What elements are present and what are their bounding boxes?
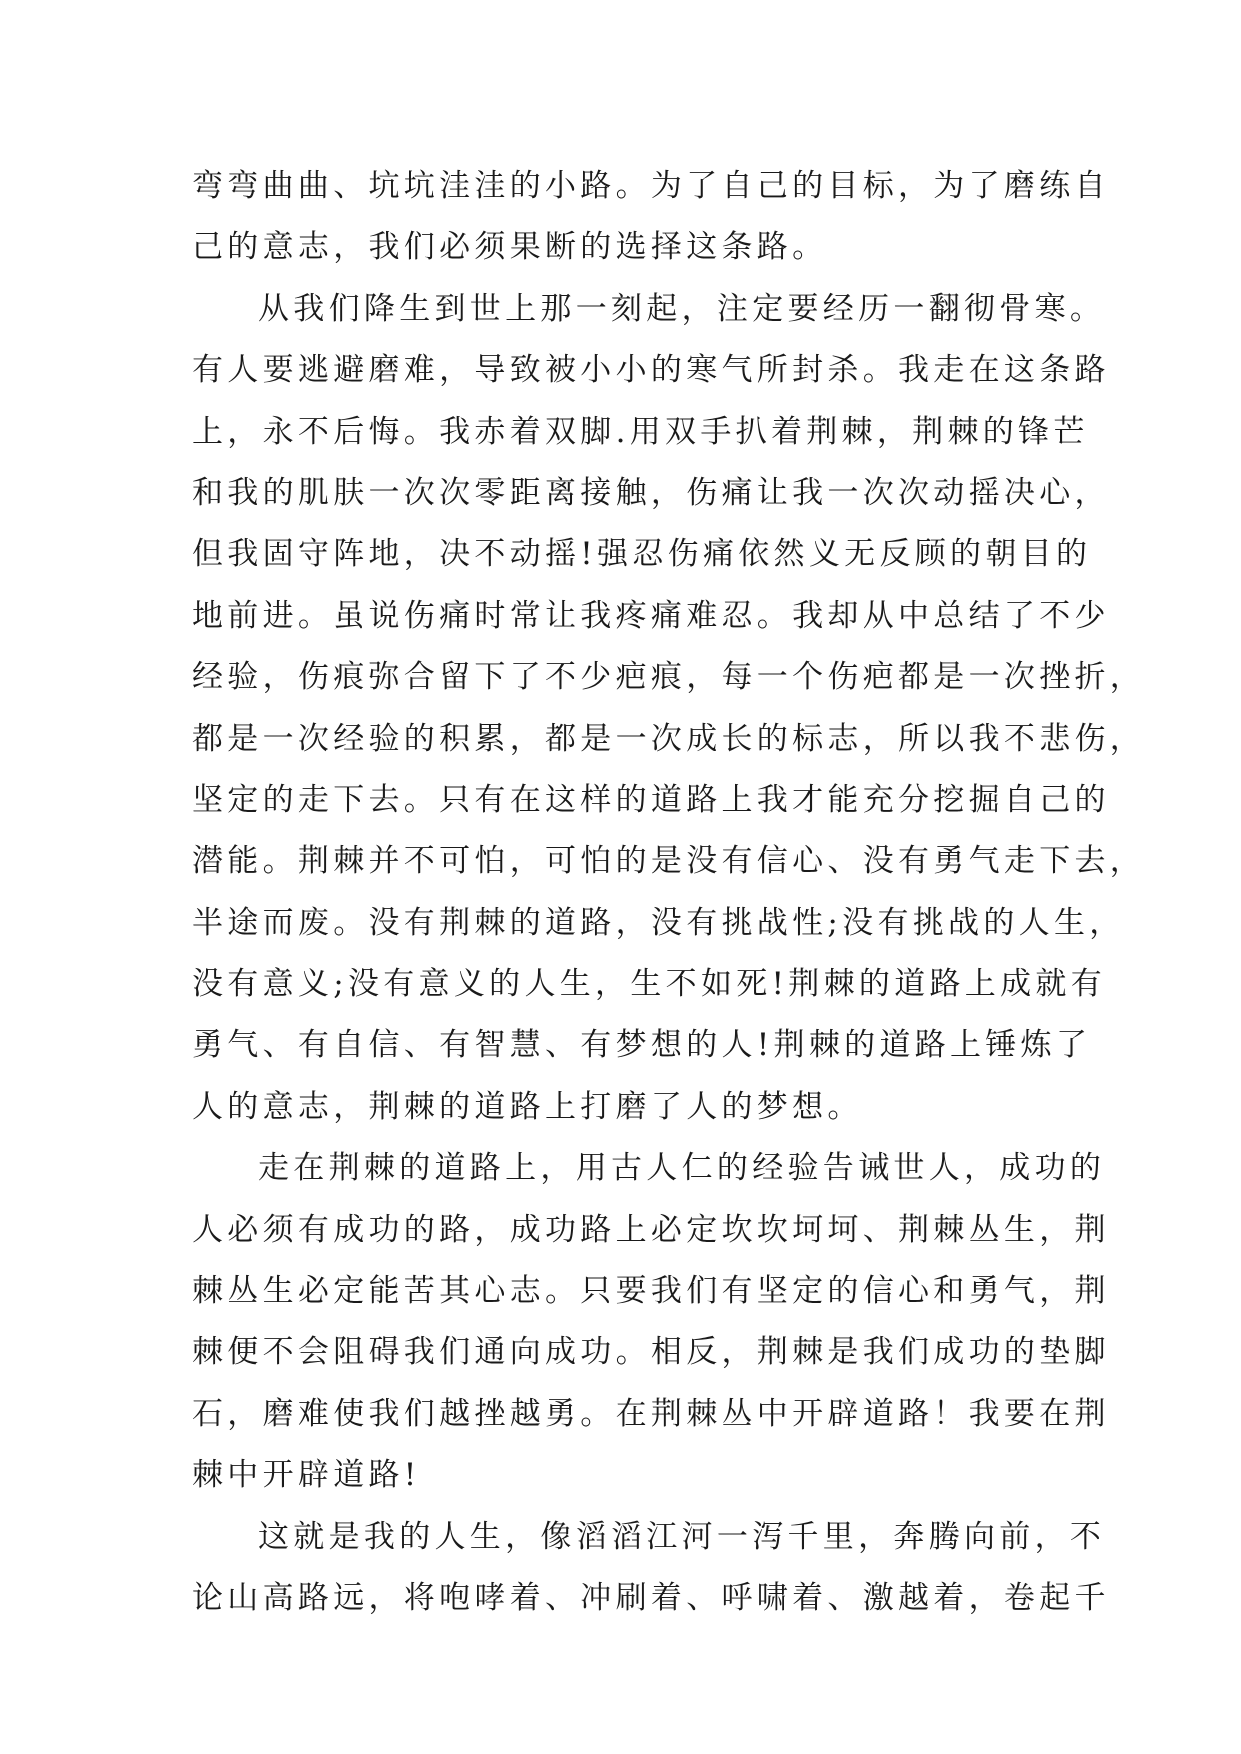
text-line: 勇气、有自信、有智慧、有梦想的人!荆棘的道路上锤炼了 xyxy=(192,1027,1092,1064)
text-line: 都是一次经验的积累，都是一次成长的标志，所以我不悲伤， xyxy=(192,720,1146,757)
text-line: 己的意志，我们必须果断的选择这条路。 xyxy=(192,229,828,266)
text-line: 这就是我的人生，像滔滔江河一泻千里，奔腾向前，不 xyxy=(258,1518,1106,1555)
text-line: 有人要逃避磨难，导致被小小的寒气所封杀。我走在这条路 xyxy=(192,352,1110,389)
paragraph-1 xyxy=(192,156,1110,279)
text-line: 潜能。荆棘并不可怕，可怕的是没有信心、没有勇气走下去， xyxy=(192,843,1146,880)
text-line: 石，磨难使我们越挫越勇。在荆棘丛中开辟道路！我要在荆 xyxy=(192,1395,1110,1432)
paragraph-4 xyxy=(192,1507,1110,1630)
text-line: 弯弯曲曲、坑坑洼洼的小路。为了自己的目标，为了磨练自 xyxy=(192,168,1110,204)
text-line: 棘丛生必定能苦其心志。只要我们有坚定的信心和勇气，荆 xyxy=(192,1273,1110,1310)
paragraph-2 xyxy=(192,279,1146,1138)
text-line: 棘中开辟道路! xyxy=(192,1457,421,1494)
text-line: 半途而废。没有荆棘的道路，没有挑战性;没有挑战的人生， xyxy=(192,904,1125,941)
text-line: 棘便不会阻碍我们通向成功。相反，荆棘是我们成功的垫脚 xyxy=(192,1334,1110,1371)
text-line: 但我固守阵地，决不动摇!强忍伤痛依然义无反顾的朝目的 xyxy=(192,536,1092,573)
text-line: 论山高路远，将咆哮着、冲刷着、呼啸着、激越着，卷起千 xyxy=(192,1579,1110,1616)
text-line: 从我们降生到世上那一刻起，注定要经历一翻彻骨寒。 xyxy=(258,290,1106,327)
text-line: 地前进。虽说伤痛时常让我疼痛难忍。我却从中总结了不少 xyxy=(192,597,1110,634)
text-line: 和我的肌肤一次次零距离接触，伤痛让我一次次动摇决心， xyxy=(192,474,1110,511)
text-line: 上，永不后悔。我赤着双脚.用双手扒着荆棘，荆棘的锋芒 xyxy=(192,413,1089,450)
text-line: 走在荆棘的道路上，用古人仁的经验告诫世人，成功的 xyxy=(258,1150,1106,1187)
paragraph-3 xyxy=(192,1138,1110,1506)
document-body xyxy=(192,156,1146,1629)
text-line: 没有意义;没有意义的人生，生不如死!荆棘的道路上成就有 xyxy=(192,966,1106,1003)
text-line: 人的意志，荆棘的道路上打磨了人的梦想。 xyxy=(192,1088,863,1125)
text-line: 坚定的走下去。只有在这样的道路上我才能充分挖掘自己的 xyxy=(192,781,1110,818)
text-line: 人必须有成功的路，成功路上必定坎坎坷坷、荆棘丛生，荆 xyxy=(192,1211,1110,1248)
text-line: 经验，伤痕弥合留下了不少疤痕，每一个伤疤都是一次挫折， xyxy=(192,659,1146,696)
